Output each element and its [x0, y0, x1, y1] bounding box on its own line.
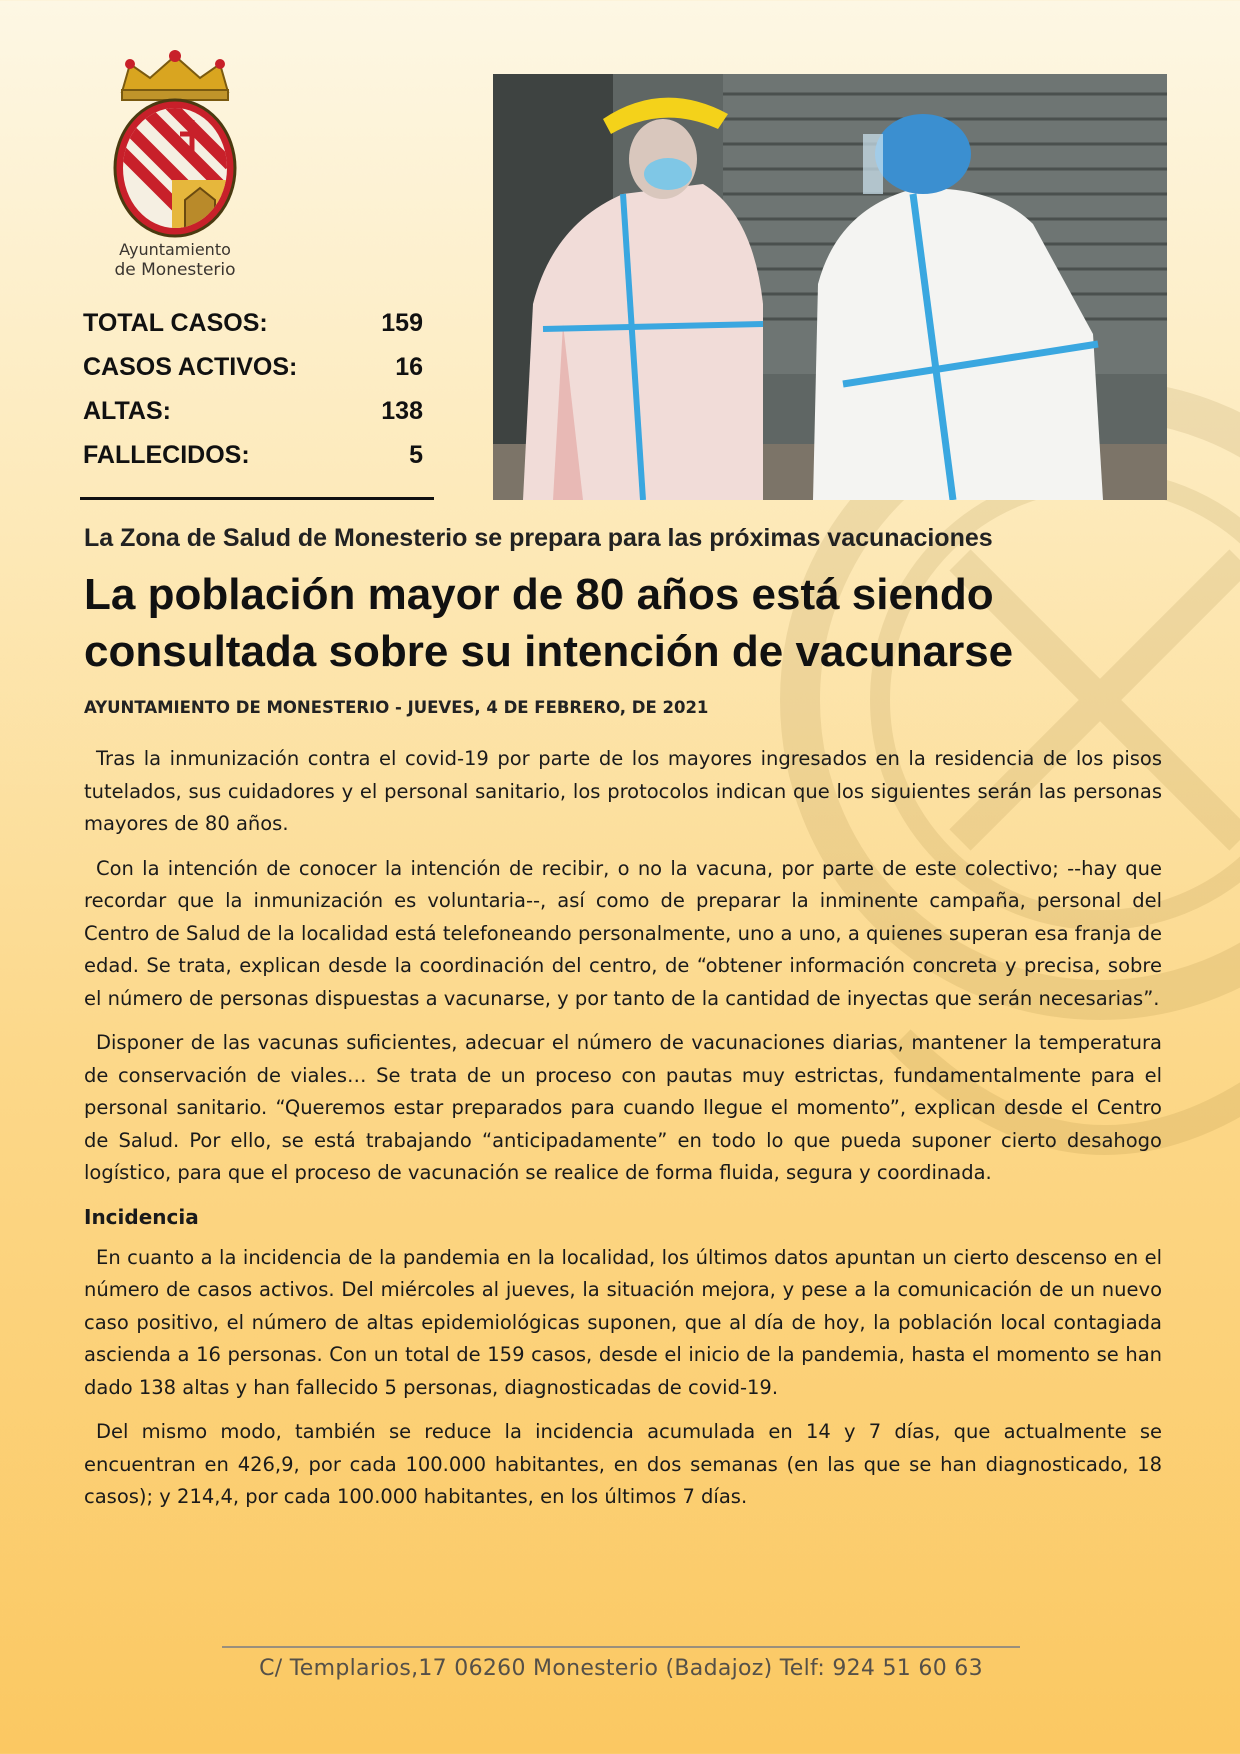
stat-value: 138	[381, 397, 423, 425]
stat-discharges	[83, 393, 423, 437]
article-headline: La población mayor de 80 años está siendo consultada sobre su intención de vacunarse	[84, 570, 1014, 676]
paragraph: Disponer de las vacunas suficientes, adecuar el número de vacunaciones diarias, mantener la temperatura de conservación de viales… Se trata de un proceso con pautas muy estrictas, fundamentalmente para el personal sanitario. “Queremos estar preparados para cuando llegue el momento”, explican desde el Centro de Salud. Por ello, se está trabajando “anticipadamente” en todo lo que pueda suponer cierto desahogo logístico, para que el proceso de vacunación se realice de forma fluida, segura y coordinada.	[84, 1031, 1162, 1184]
stat-label: CASOS ACTIVOS:	[83, 353, 298, 381]
municipal-logo	[100, 50, 250, 290]
paragraph: En cuanto a la incidencia de la pandemia en la localidad, los últimos datos apuntan un cierto descenso en el número de casos activos. Del miércoles al jueves, la situación mejora, y pese a la comunicación de un nuevo caso positivo, el número de altas epidemiológicas suponen, que al día de hoy, la población local contagiada ascienda a 16 personas. Con un total de 159 casos, desde el inicio de la pandemia, hasta el momento se han dado 138 altas y han fallecido 5 personas, diagnosticadas de covid-19.	[84, 1245, 1162, 1399]
stat-value: 159	[381, 309, 423, 337]
covid-stats	[83, 305, 423, 481]
stat-value: 16	[395, 353, 423, 381]
paragraph: Con la intención de conocer la intención de recibir, o no la vacuna, por parte de este colectivo; --hay que recordar que la inmunización es voluntaria--, así como de preparar la inminente campaña, personal del Centro de Salud de la localidad está telefoneando personalmente, uno a uno, a quienes superan esa franja de edad. Se trata, explican desde la coordinación del centro, de “obtener información concreta y precisa, sobre el número de personas dispuestas a vacunarse, y por tanto de la cantidad de inyectas que serán necesarias”.	[84, 856, 1162, 1010]
stat-deaths	[83, 437, 423, 481]
stat-label: ALTAS:	[83, 397, 171, 425]
section-heading: Incidencia	[84, 1204, 199, 1229]
stat-total-cases	[83, 305, 423, 349]
stat-label: FALLECIDOS:	[83, 441, 250, 469]
article-subtitle: La Zona de Salud de Monesterio se prepara para las próximas vacunaciones	[84, 524, 993, 552]
paragraph: Tras la inmunización contra el covid-19 por parte de los mayores ingresados en la residencia de los pisos tutelados, sus cuidadores y el personal sanitario, los protocolos indican que los siguientes serán las personas mayores de 80 años.	[84, 747, 1162, 835]
logo-line-2: de Monesterio	[114, 260, 236, 280]
logo-line-1: Ayuntamiento	[119, 240, 231, 259]
stat-active-cases	[83, 349, 423, 393]
article-byline: AYUNTAMIENTO DE MONESTERIO - JUEVES, 4 DE FEBRERO, DE 2021	[84, 698, 709, 717]
health-workers-photo	[493, 74, 1167, 500]
stats-divider	[80, 497, 434, 500]
footer-divider	[222, 1646, 1020, 1648]
article-body	[84, 743, 1162, 1526]
stat-value: 5	[409, 441, 423, 469]
stat-label: TOTAL CASOS:	[83, 309, 268, 337]
coat-of-arms-icon	[100, 50, 250, 240]
footer-address: C/ Templarios,17 06260 Monesterio (Badajoz) Telf: 924 51 60 63	[259, 1656, 983, 1681]
paragraph: Del mismo modo, también se reduce la incidencia acumulada en 14 y 7 días, que actualmente se encuentran en 426,9, por cada 100.000 habitantes, en dos semanas (en las que se han diagnosticado, 18 casos); y 214,4, por cada 100.000 habitantes, en los últimos 7 días.	[84, 1420, 1162, 1508]
logo-caption	[100, 240, 250, 280]
